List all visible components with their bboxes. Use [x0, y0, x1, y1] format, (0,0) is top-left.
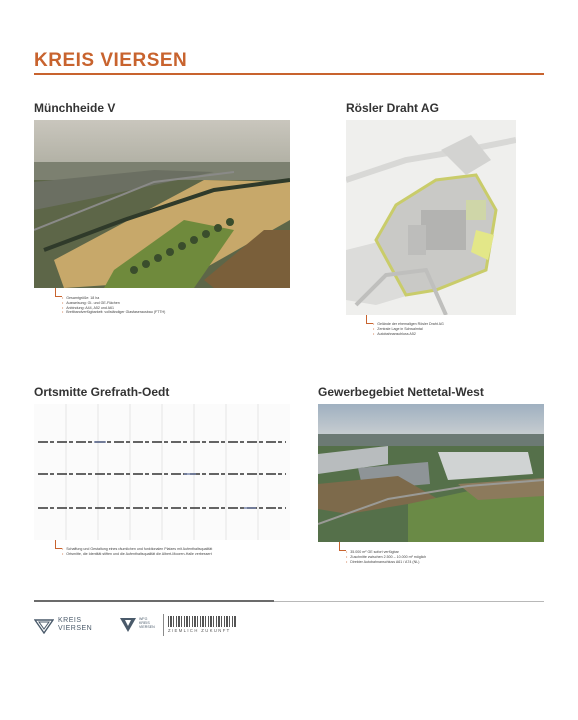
footer-divider: [34, 600, 274, 602]
bullet-bracket: [339, 542, 346, 551]
list-item: • Schaffung und Gestaltung eines räumlichen und funktionalen Platzes mit Aufenthaltsqualität: [62, 547, 213, 551]
bullet-bracket: [55, 288, 62, 297]
logo-separator: [163, 614, 164, 636]
site-plan-roesler: [346, 120, 516, 315]
list-item: • Zuschnitte zwischen 2.500 – 10.000 m² möglich: [346, 554, 427, 559]
title-divider: [34, 73, 544, 75]
card-title: Münchheide V: [34, 101, 116, 115]
bullet-list: [62, 296, 165, 315]
card-roesler: [346, 101, 578, 117]
tagline: ZIEMLICH ZUKUNFT: [168, 628, 231, 633]
list-item: • 35.000 m² GE sofort verfügbar: [346, 550, 399, 554]
bullet-list: [373, 322, 444, 336]
bullet-bracket: [366, 315, 373, 324]
aerial-photo-muenchheide: [34, 120, 290, 288]
list-item: • Anbindung: A44, A52 und A61: [62, 305, 115, 310]
kreis-viersen-logo-text: KREIS VIERSEN: [58, 617, 93, 632]
wfg-logo-text: WFG KREIS VIERSEN: [139, 617, 155, 630]
bullet-list: [346, 550, 426, 564]
list-item: • Zentrale Lage in Schwalmtal: [373, 326, 423, 331]
card-muenchheide: [34, 101, 290, 117]
card-nettetal: [318, 385, 574, 401]
bullet-bracket: [55, 540, 62, 549]
list-item: • Gesamtgröße: 18 ha: [62, 296, 100, 300]
card-title: Rösler Draht AG: [346, 101, 439, 115]
wfg-logo-icon: [120, 617, 136, 633]
card-grefrath: [34, 385, 290, 401]
card-title: Gewerbegebiet Nettetal-West: [318, 385, 484, 399]
footer-divider-light: [274, 601, 544, 602]
list-item: • Ortsmitte, die Identität stiften und die Aufenthaltsqualität die Albert-Mooren-Halle verbessert: [62, 551, 212, 556]
list-item: • Breitbandverfügbarkeit: vollständiger Glasfaserausbau (FTTH): [62, 310, 166, 315]
page-title: KREIS VIERSEN: [34, 50, 188, 71]
bullet-list: [62, 547, 212, 557]
card-title: Ortsmitte Grefrath-Oedt: [34, 385, 170, 399]
list-item: • Ausweisung: GI- und GE-Flächen: [62, 300, 120, 305]
list-item: • Direkter Autobahnanschluss A61 / A74 (NL): [346, 559, 420, 564]
barcode-graphic: [168, 614, 238, 625]
aerial-photo-nettetal: [318, 404, 544, 542]
list-item: • Autobahnanschluss A52: [373, 331, 416, 336]
kreis-viersen-logo-icon: [34, 618, 54, 634]
plan-grefrath: [34, 404, 290, 540]
list-item: • Gelände der ehemaligen Rösler Draht AG: [373, 322, 444, 326]
